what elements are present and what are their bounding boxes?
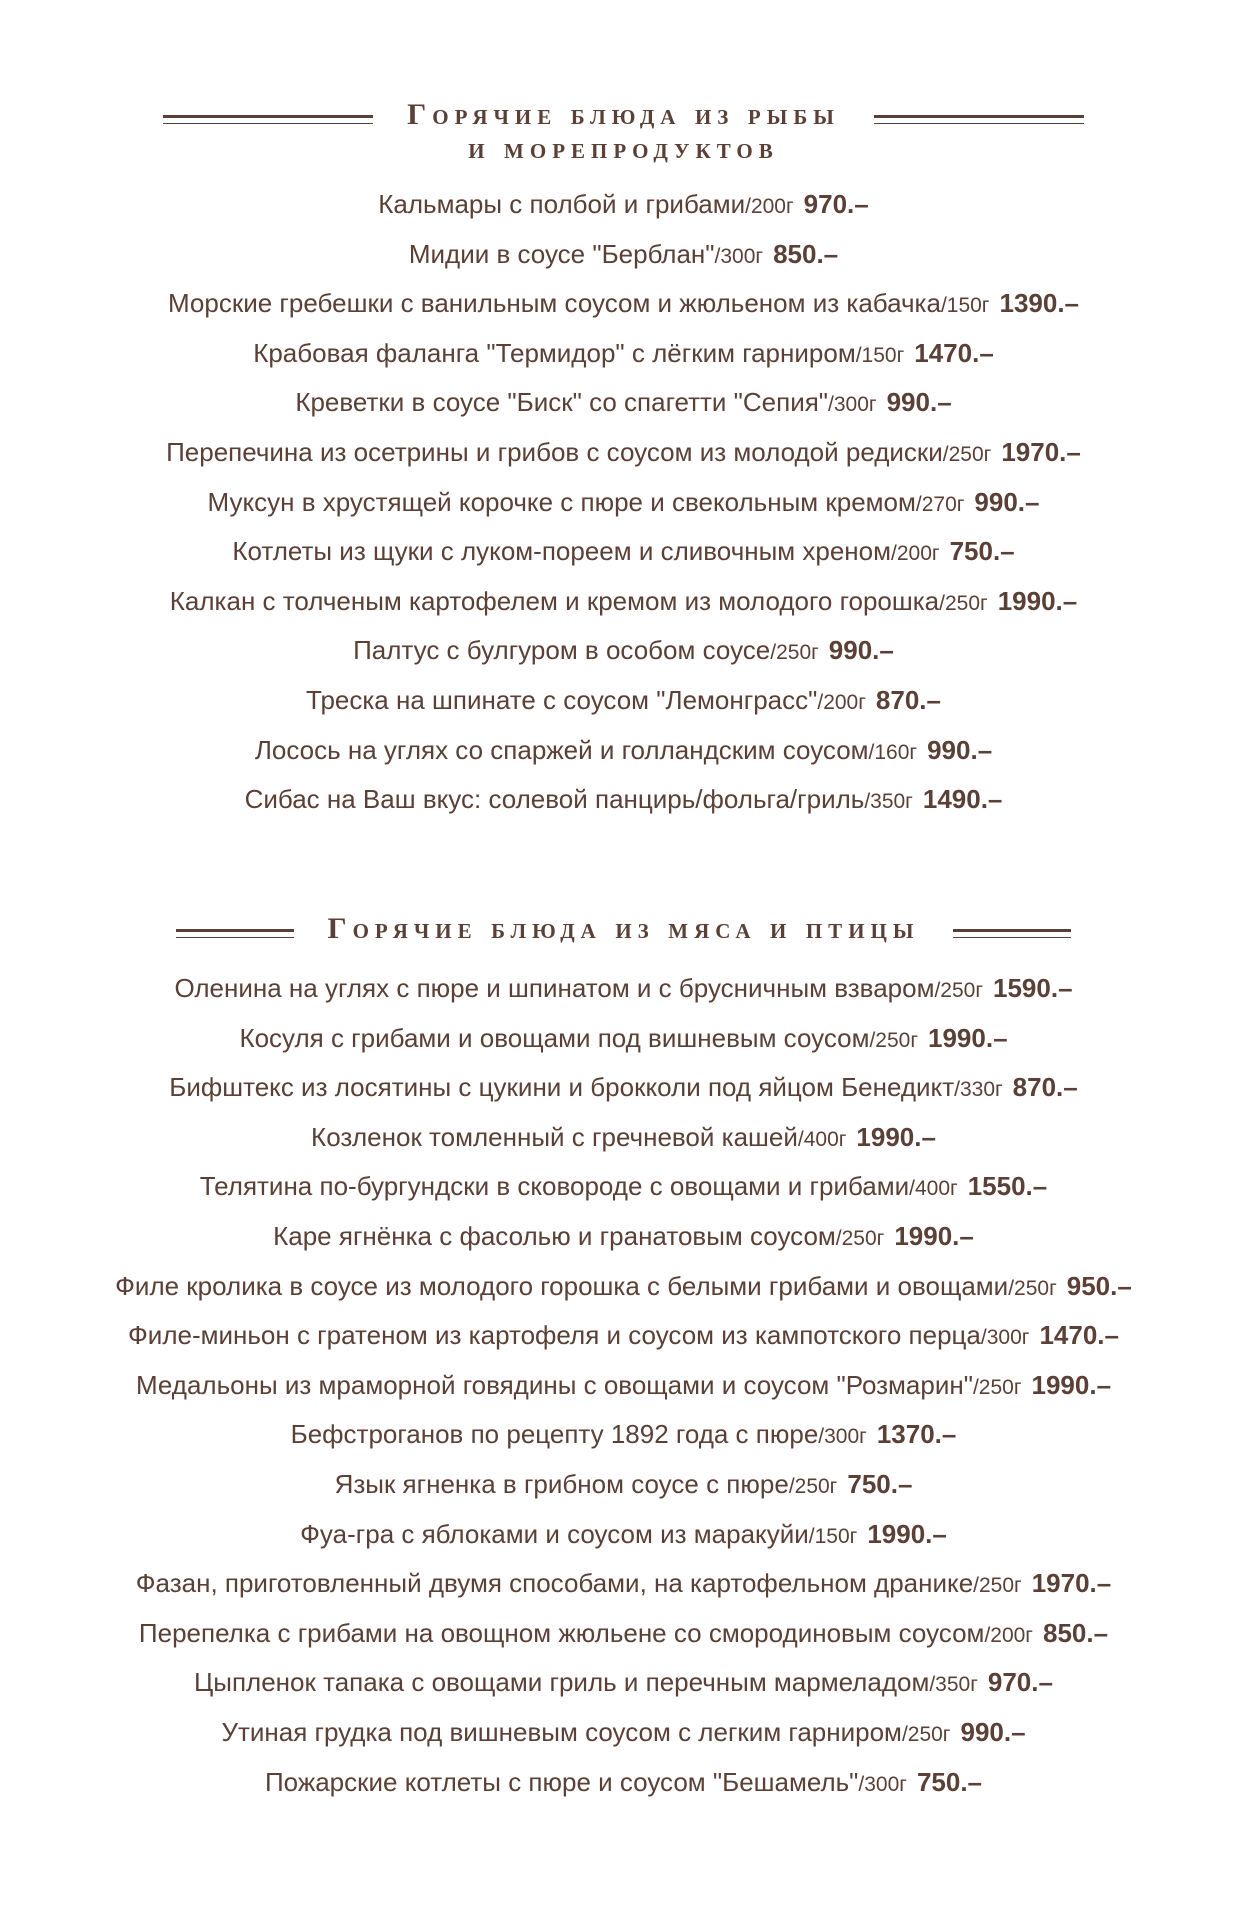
dish-price: 990.– xyxy=(960,1716,1026,1747)
dish-price: 950.– xyxy=(1066,1270,1132,1301)
dish-weight: /300г xyxy=(828,393,877,417)
dish-weight: /330г xyxy=(954,1078,1003,1102)
dish-name: Крабовая фаланга "Термидор" с лёгким гарниром xyxy=(253,337,856,368)
dish-weight: /270г xyxy=(915,492,965,516)
dish-price: 750.– xyxy=(916,1766,983,1797)
dish-price: 970.– xyxy=(803,189,869,219)
dish-weight: /200г xyxy=(891,542,940,566)
dish-weight: /300г xyxy=(818,1425,867,1449)
dish-item xyxy=(0,1460,1247,1510)
dish-item xyxy=(0,1063,1247,1113)
dish-price: 1990.– xyxy=(867,1518,947,1549)
dish-price: 1550.– xyxy=(967,1171,1048,1202)
dish-price: 1970.– xyxy=(1001,436,1081,467)
dish-name: Козленок томленный с гречневой кашей xyxy=(311,1121,798,1152)
dish-weight: /250г xyxy=(770,641,819,665)
dish-name: Лосось на углях со спаржей и голландским соусом xyxy=(254,734,869,765)
dish-item xyxy=(0,378,1247,428)
dish-item xyxy=(0,1212,1247,1262)
dish-item xyxy=(0,180,1247,230)
dish-name: Бефстроганов по рецепту 1892 года с пюре xyxy=(290,1419,819,1450)
dish-name: Морские гребешки с ванильным соусом и жюльеном из кабачка xyxy=(167,288,941,319)
dish-price: 1990.– xyxy=(894,1220,974,1251)
dish-price: 1970.– xyxy=(1031,1568,1112,1599)
dish-name: Муксун в хрустящей корочке с пюре и свекольным кремом xyxy=(207,486,916,517)
dish-name: Мидии в соусе "Берблан" xyxy=(408,238,715,269)
dish-weight: /250г xyxy=(869,1028,919,1052)
dish-name: Цыпленок тапака с овощами гриль и перечным мармеладом xyxy=(194,1667,930,1698)
section-fish-seafood xyxy=(0,98,1247,825)
dish-price: 1470.– xyxy=(914,337,994,368)
heading-rule-right xyxy=(953,929,1071,938)
dish-weight: /250г xyxy=(901,1722,951,1746)
dish-price: 750.– xyxy=(847,1468,913,1499)
dish-name: Палтус с булгуром в особом соусе xyxy=(353,635,771,666)
dish-name: Треска на шпинате с соусом "Лемонграсс" xyxy=(306,684,818,715)
dish-weight: /250г xyxy=(973,1574,1022,1598)
dish-price: 850.– xyxy=(773,238,839,269)
dish-price: 1990.– xyxy=(928,1022,1008,1053)
dish-name: Пожарские котлеты с пюре и соусом "Бешамель" xyxy=(264,1766,859,1797)
dish-item xyxy=(0,478,1247,528)
dish-item xyxy=(0,1758,1247,1808)
dish-weight: /200г xyxy=(745,195,794,218)
dish-weight: /250г xyxy=(942,442,992,466)
dish-name: Фазан, приготовленный двумя способами, на картофельном дранике xyxy=(135,1568,974,1599)
dish-weight: /250г xyxy=(788,1474,838,1498)
dish-weight: /250г xyxy=(934,979,984,1002)
dish-weight: /200г xyxy=(817,690,866,714)
dish-weight: /400г xyxy=(797,1127,847,1151)
dish-price: 1990.– xyxy=(1031,1369,1112,1400)
dish-weight: /250г xyxy=(972,1375,1022,1399)
dish-name: Медальоны из мраморной говядины с овощами и соусом "Розмарин" xyxy=(135,1369,973,1400)
section-heading xyxy=(0,912,1247,946)
dish-item xyxy=(0,329,1247,379)
dish-item xyxy=(0,1510,1247,1560)
dish-price: 1370.– xyxy=(876,1419,957,1450)
dish-item xyxy=(0,775,1247,825)
dish-item xyxy=(0,1708,1247,1758)
dish-price: 870.– xyxy=(875,684,941,715)
dish-name: Каре ягнёнка с фасолью и гранатовым соусом xyxy=(273,1220,836,1251)
dish-weight: /150г xyxy=(808,1524,858,1548)
dish-weight: /250г xyxy=(939,591,988,615)
dish-item xyxy=(0,1311,1247,1361)
dish-weight: /300г xyxy=(714,244,764,268)
dish-item xyxy=(0,1361,1247,1411)
dish-name: Филе-миньон с гратеном из картофеля и соусом из кампотского перца xyxy=(128,1320,981,1351)
dish-name: Бифштекс из лосятины с цукини и брокколи под яйцом Бенедикт xyxy=(169,1072,955,1103)
dish-weight: /350г xyxy=(864,790,913,814)
dish-weight: /400г xyxy=(909,1177,958,1201)
dish-name: Креветки в соусе "Биск" со спагетти "Сепия" xyxy=(295,387,829,418)
dish-price: 1470.– xyxy=(1039,1320,1119,1351)
dish-item xyxy=(0,1609,1247,1659)
dish-item xyxy=(0,1162,1247,1212)
dish-name: Калкан с толченым картофелем и кремом из молодого горошка xyxy=(169,585,940,616)
dish-item xyxy=(0,1559,1247,1609)
dish-name: Сибас на Ваш вкус: солевой панцирь/фольга/гриль xyxy=(244,784,865,815)
dish-price: 870.– xyxy=(1012,1072,1078,1103)
dish-price: 990.– xyxy=(927,734,993,765)
dish-item xyxy=(0,527,1247,577)
dish-price: 1590.– xyxy=(993,973,1073,1003)
dish-name: Котлеты из щуки с луком-пореем и сливочным хреном xyxy=(232,536,892,567)
dish-price: 750.– xyxy=(949,536,1015,567)
dish-name: Телятина по-бургундски в сковороде с овощами и грибами xyxy=(199,1171,910,1202)
dish-item xyxy=(0,676,1247,726)
heading-rule-right xyxy=(874,115,1084,124)
dish-list xyxy=(0,964,1247,1807)
section-meat-poultry xyxy=(0,912,1247,1807)
dish-price: 990.– xyxy=(828,635,894,666)
section-title-line: и морепродуктов xyxy=(468,132,779,165)
dish-price: 1490.– xyxy=(922,784,1003,815)
section-title xyxy=(373,98,874,166)
dish-price: 970.– xyxy=(987,1667,1053,1698)
dish-list xyxy=(0,180,1247,825)
dish-item xyxy=(0,726,1247,776)
dish-weight: /300г xyxy=(980,1326,1030,1350)
dish-item xyxy=(0,1014,1247,1064)
dish-name: Оленина на углях с пюре и шпинатом и с брусничным взваром xyxy=(174,973,935,1003)
heading-rule-left xyxy=(176,929,294,938)
dish-item xyxy=(0,577,1247,627)
section-heading xyxy=(0,98,1247,166)
dish-weight: /300г xyxy=(858,1772,907,1796)
dish-weight: /150г xyxy=(940,294,990,318)
dish-weight: /200г xyxy=(984,1623,1033,1647)
dish-name: Утиная грудка под вишневым соусом с легким гарниром xyxy=(221,1716,902,1747)
dish-weight: /160г xyxy=(868,740,918,764)
dish-item xyxy=(0,1658,1247,1708)
section-title-line: Горячие блюда из мяса и птицы xyxy=(327,912,920,945)
dish-price: 850.– xyxy=(1042,1617,1109,1648)
dish-item xyxy=(0,428,1247,478)
dish-item xyxy=(0,1410,1247,1460)
dish-item xyxy=(0,279,1247,329)
heading-rule-left xyxy=(163,115,373,124)
dish-name: Кальмары с полбой и грибами xyxy=(378,189,746,219)
dish-name: Перепелка с грибами на овощном жюльене со смородиновым соусом xyxy=(138,1617,985,1648)
dish-name: Фуа-гра с яблоками и соусом из маракуйи xyxy=(300,1518,809,1549)
dish-name: Косуля с грибами и овощами под вишневым соусом xyxy=(239,1022,870,1053)
dish-price: 990.– xyxy=(974,486,1040,517)
dish-price: 990.– xyxy=(886,387,952,418)
dish-weight: /150г xyxy=(855,343,905,367)
dish-name: Перепечина из осетрины и грибов с соусом из молодой редиски xyxy=(166,436,943,467)
dish-item xyxy=(0,1113,1247,1163)
section-title-line: Горячие блюда из рыбы xyxy=(407,98,840,131)
dish-item xyxy=(0,230,1247,280)
dish-weight: /250г xyxy=(1008,1276,1057,1300)
section-title xyxy=(294,912,954,946)
dish-item xyxy=(0,1262,1247,1312)
dish-item xyxy=(0,964,1247,1014)
dish-price: 1390.– xyxy=(999,288,1080,319)
dish-name: Язык ягненка в грибном соусе с пюре xyxy=(334,1468,789,1499)
dish-name: Филе кролика в соусе из молодого горошка с белыми грибами и овощами xyxy=(115,1270,1009,1301)
dish-weight: /250г xyxy=(835,1226,885,1250)
dish-item xyxy=(0,626,1247,676)
dish-weight: /350г xyxy=(929,1673,978,1697)
dish-price: 1990.– xyxy=(856,1121,936,1152)
dish-price: 1990.– xyxy=(997,585,1078,616)
